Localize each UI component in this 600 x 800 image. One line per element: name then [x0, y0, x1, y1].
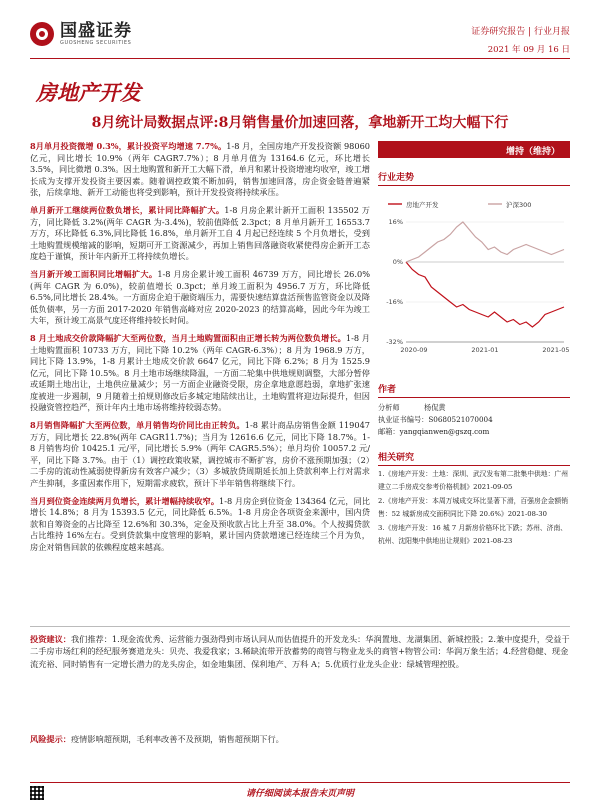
paragraph-lead: 当月到位资金连续两月负增长，累计增幅持续收窄。: [30, 495, 220, 506]
footer-divider: [30, 782, 570, 783]
cert-row: [378, 414, 570, 426]
paragraph-body: 1-8 月房企到位资金 134364 亿元，同比增长 14.8%；8 月为 15393.5 亿元，同比降低 6.5%。1-8 月房企各项资金来源中，国内贷款和自筹资金的占比降至 12.6%和 30.3%，定金及预收款占比上升至 38.0%。个人按揭贷款占比维持 16%左右。受到贷款集中度管理的影响，累计国内贷款增速已经连续三个月为负，房企对销售回款的依赖程度越来越高。: [30, 495, 370, 552]
summary-paragraph: [30, 269, 370, 327]
risk-notice: [30, 733, 570, 745]
series-line: [406, 262, 564, 327]
risk-lead: 风险提示：: [30, 734, 71, 744]
paragraph-body: 1-8 月房企累计新开工面积 135502 万方，同比降低 3.2%(两年 CAGR 为-3.4%)，较前值降低 2.3pct；8 月单月新开工 16553.7 万方，环比降低 6.3%,同比降低 16.8%，单月新开工自 4 月起已经连续 5 个月负增长，受到土地购置规模缩减的影响，短期可开工资源减少，再加上销售回落融资收紧使得房企新开工态度趋于谨慎，预计年内新开工将持续负增长。: [30, 204, 370, 262]
investment-advice: [30, 626, 570, 670]
invest-body: 我们推荐：1.现金流优秀、运营能力强劲得到市场认同从而估值提升的开发龙头：华润置地、龙湖集团、新城控股；2.兼中度提升，受益于二手房市场红利的经纪服务赛道龙头：贝壳、我爱我家；3.稀缺流带开放蓄势的商管与物业龙头的商管+物管公司：华润万象生活；4.经营稳健、现金流充裕、同时销售有一定增长潜力的龙头房企，如金地集团、保利地产、万科 A；5.优质行业龙头企业：绿城管理控股。: [30, 634, 570, 669]
risk-body: 疫情影响超预期，毛利率改善不及预期，销售超预期下行。: [70, 734, 284, 744]
author-heading: 作者: [378, 382, 570, 398]
logo-icon: [30, 22, 54, 46]
paragraph-body: 1-8 月房企累计竣工面积 46739 万方，同比增长 26.0%(两年 CAGR 为 6.0%)，较前值增长 0.3pct；单月竣工面积为 4956.7 万方，环比降低 6.5%,同比增长 28.4%。一方面房企迫于融资端压力，需要快速结算盘活预售监管资金以及降低负债率，另一方面 2017-2020 年销售高峰对应 2020-2023 的结算高峰，因此今年为竣工大年，预计竣工高景气度还将维持较长时间。: [30, 268, 370, 326]
email-label: 邮箱：: [378, 427, 400, 436]
summary-paragraph: [30, 141, 370, 199]
x-tick-label: 2021-01: [471, 346, 499, 354]
paragraph-lead: 当月新开竣工面积同比增幅扩大。: [30, 268, 158, 279]
trend-chart: [378, 192, 570, 370]
invest-lead: 投资建议：: [30, 634, 71, 644]
paragraph-lead: 8月单月投资微增 0.3%，累计投资平均增速 7.7%。: [30, 141, 227, 151]
analyst-label: 分析师: [378, 403, 400, 412]
sidebar: [378, 141, 570, 549]
related-item[interactable]: 1.《房地产开发：土地：深圳、武汉发布第二批集中供地：广州建立二手房成交参考价格机制》2021-09-05: [378, 470, 568, 491]
related-item[interactable]: 2.《房地产开发：本周万城成交环比显著下滑，百强房企金额销售：52 城新房成交面积同比下降 20.6%》2021-08-30: [378, 497, 568, 518]
trend-heading: 行业走势: [378, 170, 570, 186]
email-link[interactable]: yangqianwen@gszq.com: [399, 427, 490, 436]
footer-disclaimer: 请仔细阅读本报告末页声明: [245, 789, 354, 799]
analyst-name: 杨侃黄: [424, 403, 446, 412]
paragraph-lead: 8月销售降幅扩大至两位数，单月销售均价同比由正转负。: [30, 420, 245, 431]
y-tick-label: 0%: [392, 258, 403, 266]
rating-badge: 增持（维持）: [378, 141, 570, 158]
logo-en: GUOSHENG SECURITIES: [60, 40, 132, 46]
summary-paragraph: [30, 205, 370, 263]
related-list: [378, 468, 570, 548]
paragraph-lead: 8 月土地成交价款降幅扩大至两位数，当月土地购置面积由正增长转为两位数负增长。: [30, 332, 346, 343]
related-heading: 相关研究: [378, 450, 570, 466]
x-tick-label: 2020-09: [400, 346, 428, 354]
legend-label: 沪深300: [506, 201, 532, 209]
report-header: [0, 0, 600, 62]
company-logo: [30, 22, 132, 46]
y-tick-label: -16%: [386, 298, 403, 306]
paragraph-body: 1-8 月土地购置面积 10733 万方，同比下降 10.2%（两年 CAGR-6.3%）；8 月为 1968.9 万方，同比下降 13.9%，1-8 月累计土地成交价款 6647 亿元，同比下降 6.2%；8 月为 1525.9 亿元，同比下降 10.5%。8 月土地市场继续降温，一方面二轮集中供地规则调整，大部分暂停或延期土地出让，土地供应量减少；另一方面企业融资受限，房企拿地意愿趋弱，拿地扩张速度被进一步遏制，9 月随着土拍规则修改后多城定地陆续出让，土地购置将迎边际提升，但因投融资管控趋严，预计年内土地市场将维持较弱态势。: [30, 332, 370, 413]
x-tick-label: 2021-05: [542, 346, 570, 354]
page-footer: [0, 770, 600, 800]
series-line: [406, 222, 564, 262]
y-tick-label: 16%: [388, 218, 403, 226]
paragraph-body: 1-8 月，全国房地产开发投资额 98060 亿元，同比增长 10.9%（两年 CAGR7.7%）；8 月单月值为 13164.6 亿元，环比增长 3.5%，同比微增 0.3%。因土地购置和新开工大幅下滑，单月和累计投资增速均收窄，竣工增长成为支撑开发投资主要因素。随着调控政策不断加码，销售加速回落，房企资金链普遍紧张，后续拿地、新开工动能也将受到影响，预计开发投资将持续承压。: [30, 141, 371, 198]
industry-title: 房地产开发: [36, 80, 141, 105]
paragraph-lead: 单月新开工继续两位数负增长，累计同比降幅扩大。: [30, 204, 225, 215]
cert-label: 执业证书编号：: [378, 415, 429, 424]
summary-paragraph: [30, 420, 370, 490]
report-type: 证券研究报告 | 行业月报: [471, 27, 570, 37]
related-item[interactable]: 3.《房地产开发：16 城 7 月新房价格环比下跌；苏州、济南、杭州、沈阳集中供地出让规则》2021-08-23: [378, 524, 568, 545]
email-row: [378, 426, 570, 438]
logo-cn: 国盛证券: [60, 21, 132, 41]
report-headline: 8月统计局数据点评:8月销售量价加速回落，拿地新开工均大幅下行: [91, 115, 509, 131]
summary-column: [30, 141, 370, 560]
legend-label: 房地产开发: [406, 201, 439, 209]
paragraph-body: 1-8 累计商品房销售金额 119047 万方，同比增长 22.8%(两年 CAGR11.7%)；当月为 12616.6 亿元，同比下降 18.7%。1-8 月销售均价 10425.1 元/平，同比增长 5.9%（两年 CAGR5.5%）；单月均价 10057.2 元/平，同比下降 3.7%。由于（1）调控政策收紧，调控城市不断扩容，房价不涨预期加强；（2）二手房的流动性减弱使得新房有效客户减少；（3）多城放贷周期延长加上贷款利率上行对需求产生抑制，多重因素作用下，短期需求疲软，预计下半年销售将继续下行。: [30, 420, 370, 489]
cert-number: S0680521070004: [428, 415, 493, 424]
summary-paragraph: [30, 333, 370, 414]
header-divider: [30, 58, 570, 59]
trend-chart-svg: [378, 192, 570, 370]
y-tick-label: -32%: [386, 338, 403, 346]
report-date: 2021 年 09 月 16 日: [487, 45, 570, 55]
summary-paragraph: [30, 496, 370, 554]
analyst-row: [378, 402, 570, 414]
